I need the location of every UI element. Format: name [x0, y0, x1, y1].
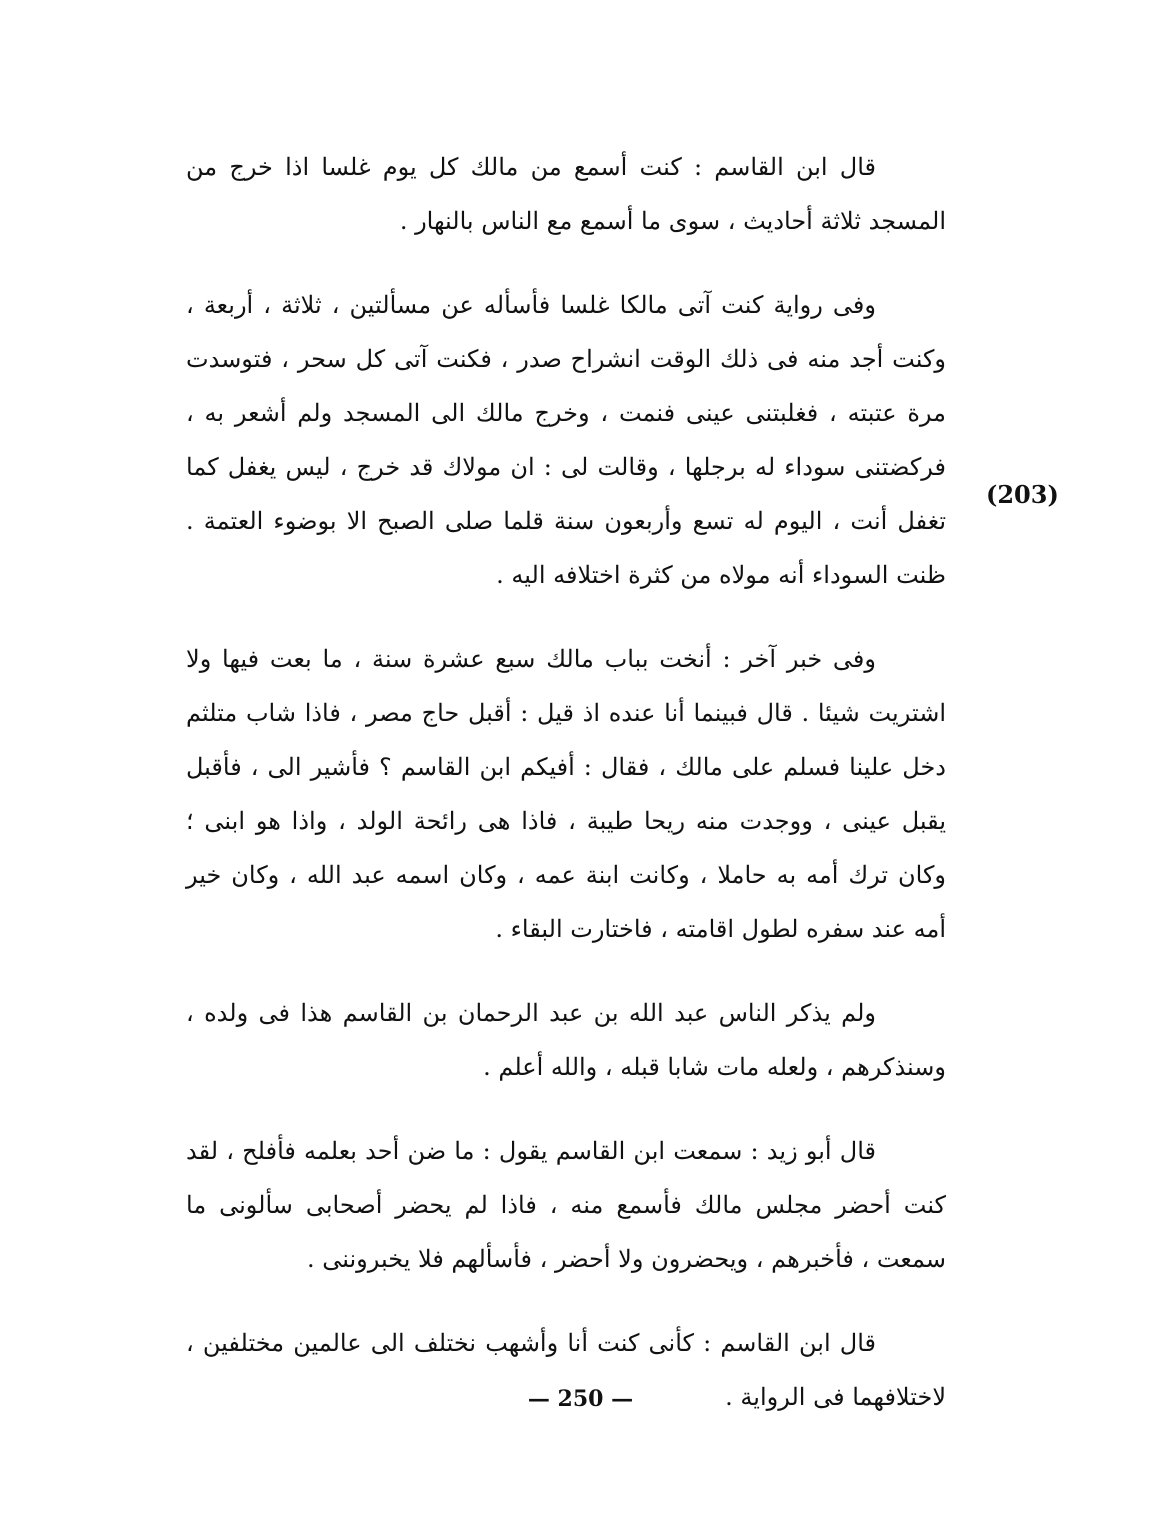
paragraph-6: قال ابن القاسم : كأنى كنت أنا وأشهب نختلف الى عالمين مختلفين ، لاختلافهما فى الرواية .: [186, 1329, 946, 1411]
paragraph-5: قال أبو زيد : سمعت ابن القاسم يقول : ما ضن أحد بعلمه فأفلح ، لقد كنت أحضر مجلس مالك فأسمع منه ، فاذا لم يحضر أصحابى سألونى ما سمعت ، فأخبرهم ، ويحضرون ولا أحضر ، فأسألهم فلا يخبروننى .: [186, 1137, 946, 1273]
paragraph-1: قال ابن القاسم : كنت أسمع من مالك كل يوم غلسا اذا خرج من المسجد ثلاثة أحاديث ، سوى ما أسمع مع الناس بالنهار .: [186, 153, 946, 235]
page-number: — 250 —: [527, 1386, 634, 1412]
paragraph-4: ولم يذكر الناس عبد الله بن عبد الرحمان بن القاسم هذا فى ولده ، وسنذكرهم ، ولعله مات شابا قبله ، والله أعلم .: [186, 999, 946, 1081]
margin-number: (203): [986, 480, 1059, 509]
text-column: [186, 140, 946, 1454]
paragraph-2: وفى رواية كنت آتى مالكا غلسا فأسأله عن مسألتين ، ثلاثة ، أربعة ، وكنت أجد منه فى ذلك الوقت انشراح صدر ، فكنت آتى كل سحر ، فتوسدت مرة عتبته ، فغلبتنى عينى فنمت ، وخرج مالك الى المسجد ولم أشعر به ، فركضتنى سوداء له برجلها ، وقالت لى : ان مولاك قد خرج ، ليس يغفل كما تغفل أنت ، اليوم له تسع وأربعون سنة قلما صلى الصبح الا بوضوء العتمة . ظنت السوداء أنه مولاه من كثرة اختلافه اليه .: [186, 291, 947, 589]
paragraph-3: وفى خبر آخر : أنخت بباب مالك سبع عشرة سنة ، ما بعت فيها ولا اشتريت شيئا . قال فبينما أنا عنده اذ قيل : أقبل حاج مصر ، فاذا شاب متلثم دخل علينا فسلم على مالك ، فقال : أفيكم ابن القاسم ؟ فأشير الى ، فأقبل يقبل عينى ، ووجدت منه ريحا طيبة ، فاذا هى رائحة الولد ، واذا هو ابنى ؛ وكان ترك أمه به حاملا ، وكانت ابنة عمه ، وكان اسمه عبد الله ، وكان خير أمه عند سفره لطول اقامته ، فاختارت البقاء .: [186, 645, 946, 943]
